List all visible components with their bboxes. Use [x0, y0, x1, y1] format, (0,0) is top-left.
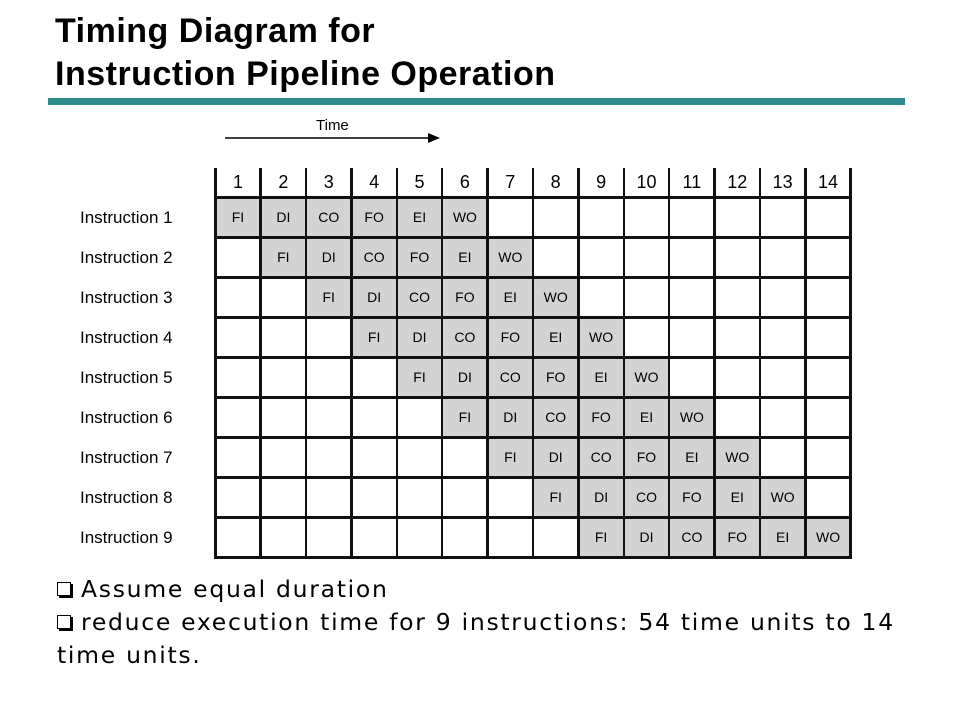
empty-cell — [670, 239, 713, 277]
time-column-header: 2 — [262, 168, 305, 196]
stage-cell: CO — [443, 319, 486, 357]
time-column-header: 1 — [217, 168, 260, 196]
empty-cell — [807, 359, 850, 397]
empty-cell — [262, 359, 305, 397]
stage-cell: EI — [443, 239, 486, 277]
stage-cell: WO — [625, 359, 668, 397]
empty-cell — [761, 359, 804, 397]
stage-cell: EI — [625, 399, 668, 437]
empty-cell — [262, 319, 305, 357]
empty-cell — [262, 479, 305, 517]
bullet-list — [57, 573, 927, 672]
stage-cell: WO — [534, 279, 577, 317]
stage-cell: DI — [307, 239, 350, 277]
empty-cell — [761, 279, 804, 317]
empty-cell — [807, 239, 850, 277]
title-line-1: Timing Diagram for — [55, 12, 376, 50]
empty-cell — [489, 199, 532, 237]
stage-cell: EI — [580, 359, 623, 397]
empty-cell — [807, 479, 850, 517]
time-column-header: 9 — [580, 168, 623, 196]
empty-cell — [761, 399, 804, 437]
stage-cell: WO — [443, 199, 486, 237]
empty-cell — [217, 479, 260, 517]
empty-cell — [353, 359, 396, 397]
time-column-header: 6 — [443, 168, 486, 196]
empty-cell — [443, 479, 486, 517]
instruction-label: Instruction 2 — [80, 247, 173, 267]
stage-cell: CO — [534, 399, 577, 437]
stage-cell: FO — [625, 439, 668, 477]
empty-cell — [716, 239, 759, 277]
empty-cell — [262, 439, 305, 477]
empty-cell — [625, 199, 668, 237]
stage-cell: WO — [716, 439, 759, 477]
stage-cell: WO — [761, 479, 804, 517]
stage-cell: DI — [534, 439, 577, 477]
empty-cell — [217, 239, 260, 277]
stage-cell: FI — [443, 399, 486, 437]
empty-cell — [307, 479, 350, 517]
empty-cell — [489, 519, 532, 557]
time-column-header: 7 — [489, 168, 532, 196]
empty-cell — [625, 279, 668, 317]
empty-cell — [262, 399, 305, 437]
stage-cell: FI — [217, 199, 260, 237]
empty-cell — [307, 439, 350, 477]
time-column-header: 12 — [716, 168, 759, 196]
stage-cell: WO — [489, 239, 532, 277]
time-column-header: 13 — [761, 168, 804, 196]
empty-cell — [807, 279, 850, 317]
empty-cell — [716, 199, 759, 237]
empty-cell — [398, 519, 441, 557]
stage-cell: FI — [262, 239, 305, 277]
time-column-header: 3 — [307, 168, 350, 196]
stage-cell: CO — [353, 239, 396, 277]
empty-cell — [443, 519, 486, 557]
bullet-item — [57, 573, 927, 606]
stage-cell: EI — [761, 519, 804, 557]
title-rule — [48, 98, 905, 105]
stage-cell: WO — [807, 519, 850, 557]
stage-cell: FO — [398, 239, 441, 277]
empty-cell — [307, 519, 350, 557]
instruction-label: Instruction 9 — [80, 527, 173, 547]
empty-cell — [534, 199, 577, 237]
instruction-label: Instruction 1 — [80, 207, 173, 227]
bullet-text: Assume equal duration — [81, 575, 389, 603]
instruction-label: Instruction 8 — [80, 487, 173, 507]
empty-cell — [398, 479, 441, 517]
time-column-header: 8 — [534, 168, 577, 196]
instruction-labels — [80, 199, 173, 559]
empty-cell — [670, 359, 713, 397]
empty-cell — [353, 519, 396, 557]
time-column-header: 5 — [398, 168, 441, 196]
empty-cell — [217, 359, 260, 397]
empty-cell — [580, 199, 623, 237]
empty-cell — [217, 399, 260, 437]
stage-cell: DI — [443, 359, 486, 397]
empty-cell — [534, 239, 577, 277]
title-line-2: Instruction Pipeline Operation — [55, 55, 556, 93]
empty-cell — [217, 439, 260, 477]
empty-cell — [398, 399, 441, 437]
stage-cell: DI — [398, 319, 441, 357]
stage-cell: FI — [307, 279, 350, 317]
empty-cell — [807, 439, 850, 477]
stage-cell: CO — [580, 439, 623, 477]
stage-cell: WO — [580, 319, 623, 357]
empty-cell — [761, 439, 804, 477]
stage-cell: FO — [443, 279, 486, 317]
stage-cell: DI — [262, 199, 305, 237]
empty-cell — [489, 479, 532, 517]
empty-cell — [353, 479, 396, 517]
slide-title — [55, 10, 556, 96]
instruction-label: Instruction 6 — [80, 407, 173, 427]
stage-cell: DI — [489, 399, 532, 437]
empty-cell — [443, 439, 486, 477]
time-column-header: 10 — [625, 168, 668, 196]
empty-cell — [353, 439, 396, 477]
stage-cell: FO — [534, 359, 577, 397]
time-arrow-icon — [222, 130, 444, 146]
empty-cell — [807, 319, 850, 357]
empty-cell — [217, 279, 260, 317]
empty-cell — [716, 359, 759, 397]
stage-cell: FO — [670, 479, 713, 517]
stage-cell: FI — [580, 519, 623, 557]
empty-cell — [807, 199, 850, 237]
stage-cell: CO — [625, 479, 668, 517]
empty-cell — [761, 239, 804, 277]
empty-cell — [761, 319, 804, 357]
bullet-text: reduce execution time for 9 instructions: 54 time units to 14 time units. — [57, 608, 895, 669]
empty-cell — [580, 279, 623, 317]
stage-cell: FO — [489, 319, 532, 357]
empty-cell — [670, 199, 713, 237]
empty-cell — [217, 519, 260, 557]
shadowed-square-icon — [57, 582, 71, 596]
empty-cell — [307, 319, 350, 357]
stage-cell: DI — [580, 479, 623, 517]
stage-cell: CO — [670, 519, 713, 557]
instruction-label: Instruction 5 — [80, 367, 173, 387]
empty-cell — [262, 519, 305, 557]
stage-cell: FI — [398, 359, 441, 397]
time-column-header: 11 — [670, 168, 713, 196]
empty-cell — [716, 279, 759, 317]
shadowed-square-icon — [57, 615, 71, 629]
pipeline-timing-grid — [214, 168, 852, 559]
stage-cell: EI — [670, 439, 713, 477]
stage-cell: DI — [625, 519, 668, 557]
stage-cell: EI — [534, 319, 577, 357]
stage-cell: CO — [398, 279, 441, 317]
empty-cell — [807, 399, 850, 437]
empty-cell — [534, 519, 577, 557]
empty-cell — [262, 279, 305, 317]
stage-cell: FO — [716, 519, 759, 557]
stage-cell: FI — [534, 479, 577, 517]
empty-cell — [625, 239, 668, 277]
stage-cell: WO — [670, 399, 713, 437]
instruction-label: Instruction 3 — [80, 287, 173, 307]
empty-cell — [217, 319, 260, 357]
stage-cell: CO — [307, 199, 350, 237]
empty-cell — [716, 319, 759, 357]
stage-cell: EI — [398, 199, 441, 237]
empty-cell — [761, 199, 804, 237]
bullet-item — [57, 606, 927, 672]
stage-cell: FI — [489, 439, 532, 477]
empty-cell — [307, 399, 350, 437]
empty-cell — [353, 399, 396, 437]
stage-cell: FI — [353, 319, 396, 357]
empty-cell — [670, 319, 713, 357]
instruction-label: Instruction 7 — [80, 447, 173, 467]
empty-cell — [307, 359, 350, 397]
stage-cell: FO — [580, 399, 623, 437]
time-column-header: 4 — [353, 168, 396, 196]
stage-cell: DI — [353, 279, 396, 317]
stage-cell: EI — [489, 279, 532, 317]
empty-cell — [625, 319, 668, 357]
stage-cell: EI — [716, 479, 759, 517]
empty-cell — [580, 239, 623, 277]
empty-cell — [716, 399, 759, 437]
empty-cell — [670, 279, 713, 317]
time-axis-label: Time — [316, 117, 349, 134]
time-column-header: 14 — [807, 168, 850, 196]
stage-cell: CO — [489, 359, 532, 397]
instruction-label: Instruction 4 — [80, 327, 173, 347]
stage-cell: FO — [353, 199, 396, 237]
empty-cell — [398, 439, 441, 477]
